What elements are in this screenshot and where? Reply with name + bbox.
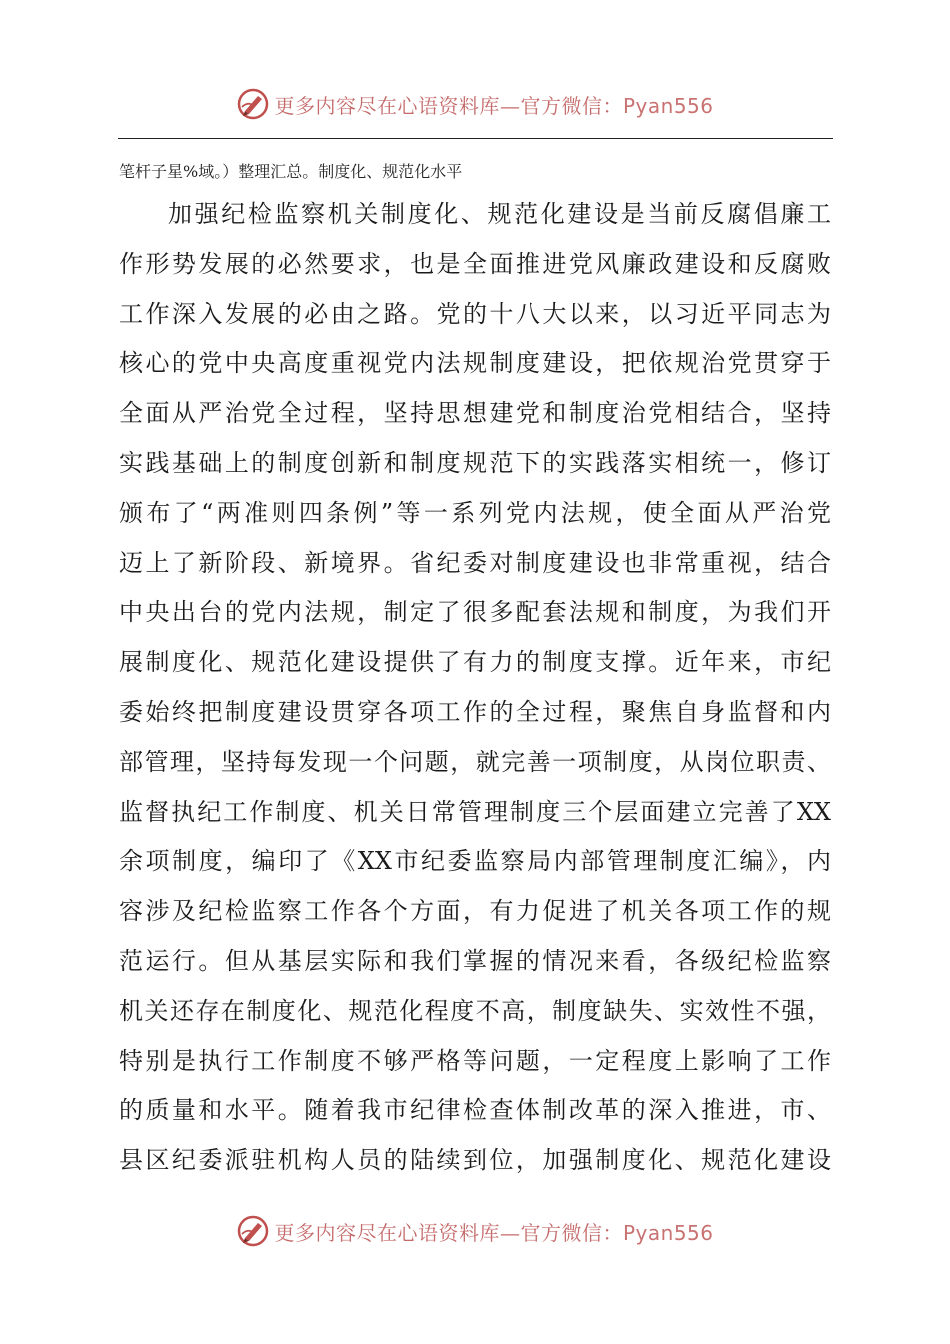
paragraph-line: 迈上了新阶段、新境界。省纪委对制度建设也非常重视，结合 [119,548,831,577]
paragraph-line: 全面从严治党全过程，坚持思想建党和制度治党相结合，坚持 [119,399,831,428]
paragraph-line: 核心的党中央高度重视党内法规制度建设，把依规治党贯穿于 [119,349,831,378]
body-paragraph [119,190,831,1186]
paragraph-line: 部管理，坚持每发现一个问题，就完善一项制度，从岗位职责、 [119,747,831,776]
paragraph-line: 特别是执行工作制度不够严格等问题，一定程度上影响了工作 [119,1046,831,1075]
footer-banner [0,1211,950,1251]
paragraph-line: 工作深入发展的必由之路。党的十八大以来，以习近平同志为 [119,299,831,328]
paragraph-line: 作形势发展的必然要求，也是全面推进党风廉政建设和反腐败 [119,249,831,278]
banner-text [274,90,713,119]
paragraph-line: 范运行。但从基层实际和我们掌握的情况来看，各级纪检监察 [119,946,831,975]
paragraph-line: 实践基础上的制度创新和制度规范下的实践落实相统一，修订 [119,448,831,477]
paragraph-line: 县区纪委派驻机构人员的陆续到位，加强制度化、规范化建设 [119,1146,831,1175]
header-rule [118,138,833,139]
pen-logo-icon [236,1214,270,1248]
pen-logo-icon [236,87,270,121]
wechat-id: Pyan556 [622,1220,714,1245]
paragraph-line: 容涉及纪检监察工作各个方面，有力促进了机关各项工作的规 [119,897,831,926]
paragraph-line: 机关还存在制度化、规范化程度不高，制度缺失、实效性不强， [119,996,831,1025]
banner-promo-text: 更多内容尽在心语资料库—官方微信： [274,1220,623,1245]
paragraph-line: 颁布了“两准则四条例”等一系列党内法规，使全面从严治党 [119,498,831,527]
paragraph-line: 的质量和水平。随着我市纪律检查体制改革的深入推进，市、 [119,1096,831,1125]
wechat-id: Pyan556 [622,93,714,118]
banner-text [274,1217,713,1246]
paragraph-line: 委始终把制度建设贯穿各项工作的全过程，聚焦自身监督和内 [119,697,831,726]
paragraph-line: 监督执纪工作制度、机关日常管理制度三个层面建立完善了XX [119,797,831,826]
paragraph-line: 余项制度，编印了《XX市纪委监察局内部管理制度汇编》，内 [119,847,831,876]
paragraph-line: 加强纪检监察机关制度化、规范化建设是当前反腐倡廉工 [168,200,831,228]
fragment-line: 笔杆子星%域。）整理汇总。制度化、规范化水平 [119,162,463,181]
paragraph-line: 中央出台的党内法规，制定了很多配套法规和制度，为我们开 [119,598,831,627]
paragraph-line: 展制度化、规范化建设提供了有力的制度支撑。近年来，市纪 [119,648,831,677]
banner-promo-text: 更多内容尽在心语资料库—官方微信： [274,93,623,118]
header-banner [0,84,950,124]
